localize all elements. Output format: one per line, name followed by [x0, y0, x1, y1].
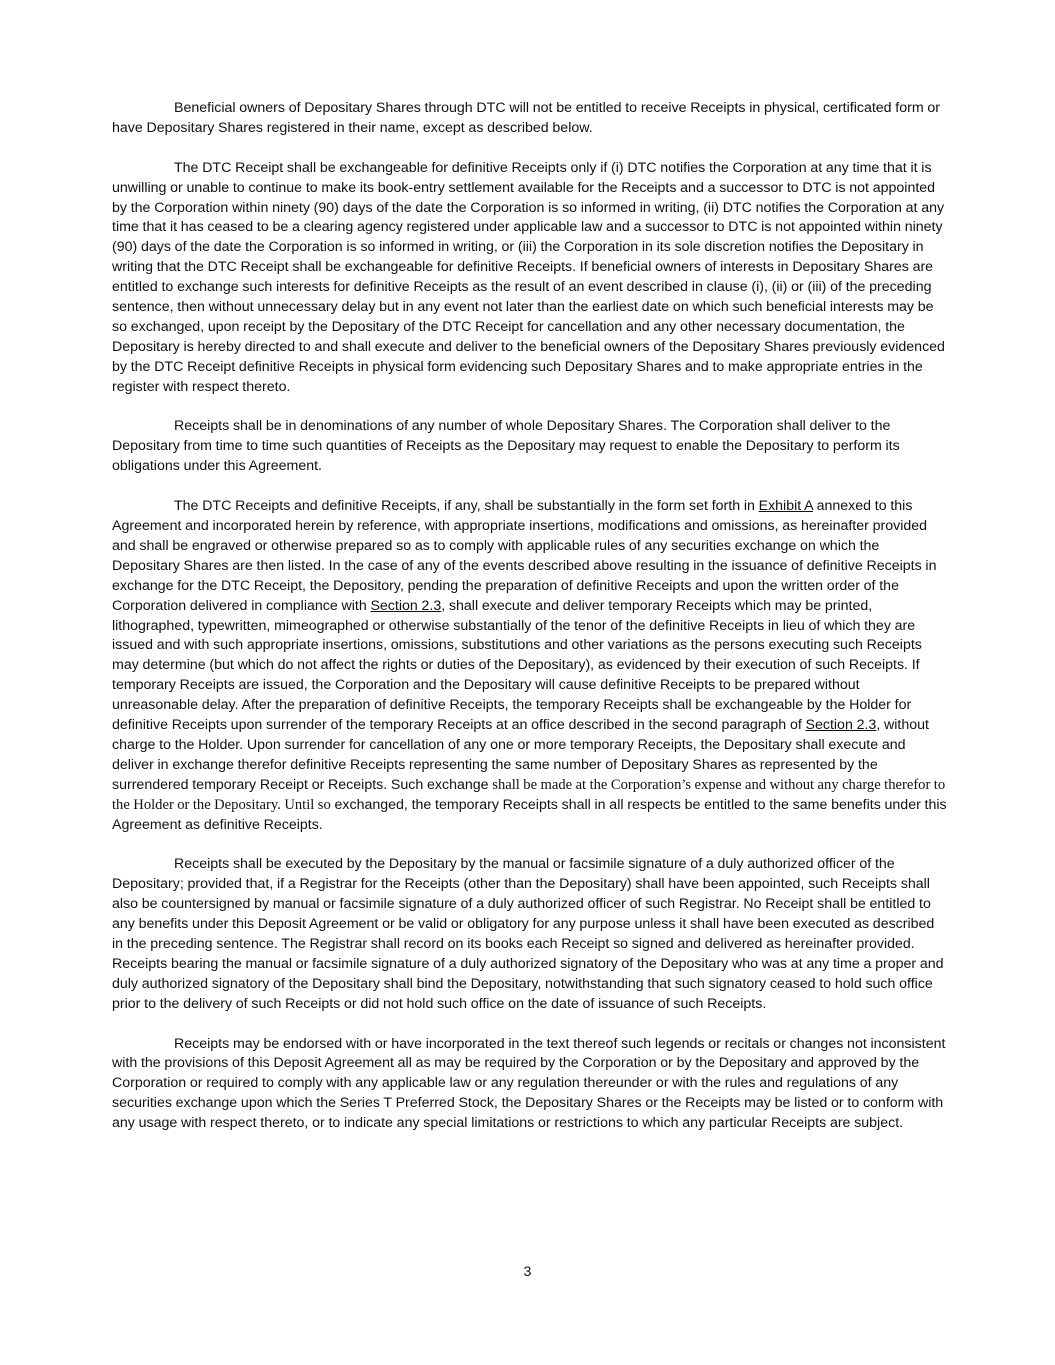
paragraph-dtc-receipt-exchange: The DTC Receipt shall be exchangeable for definitive Receipts only if (i) DTC notifies the Corporation at any time that it is unwilling or unable to continue to make its book-entry settlement available for the Receipts and a successor to DTC is not appointed by the Corporation within ninety (90) days of the date the Corporation is so informed in writing, (ii) DTC notifies the Corporation at any time that it has ceased to be a clearing agency registered under applicable law and a successor to DTC is not appointed within ninety (90) days of the date the Corporation is so informed in writing, or (iii) the Corporation in its sole discretion notifies the Depositary in writing that the DTC Receipt shall be exchangeable for definitive Receipts. If beneficial owners of interests in Depositary Shares are entitled to exchange such interests for definitive Receipts as the result of an event described in clause (i), (ii) or (iii) of the preceding sentence, then without unnecessary delay but in any event not later than the earliest date on which such beneficial interests may be so exchanged, upon receipt by the Depositary of the DTC Receipt for cancellation and any other necessary documentation, the Depositary is hereby directed to and shall execute and deliver to the beneficial owners of the Depositary Shares previously evidenced by the DTC Receipt definitive Receipts in physical form evidencing such Depositary Shares and to make appropriate entries in the register with respect thereto.	[112, 159, 945, 395]
section-2-3-reference: Section 2.3	[805, 717, 877, 734]
exhibit-a-reference: Exhibit A	[758, 498, 813, 515]
section-2-3-reference: Section 2.3	[370, 597, 442, 614]
paragraph-text: , without charge to the Holder. Upon surrender for cancellation of any one or more temporary Receipts, the Depositary shall execute and deliver in exchange therefor definitive Receipts representing the same number of Depositary Shares as represented by the surrendered temporary Receipt or Receipts. Such exchange	[112, 717, 929, 793]
paragraph-text: , shall execute and deliver temporary Receipts which may be printed, lithographed, typewritten, mimeographed or otherwise substantially of the tenor of the definitive Receipts in lieu of which they are issued and with such appropriate insertions, omissions, substitutions and other variations as the persons executing such Receipts may determine (but which do not affect the rights or duties of the Depositary), as evidenced by their execution of such Receipts. If temporary Receipts are issued, the Corporation and the Depositary will cause definitive Receipts to be prepared without unreasonable delay. After the preparation of definitive Receipts, the temporary Receipts shall be exchangeable by the Holder for definitive Receipts upon surrender of the temporary Receipts at an office described in the second paragraph of	[112, 597, 922, 734]
paragraph-text-serif: shall be made at the Corporation’s expense and without any charge therefor to the Holder or the Depositary. Until so	[112, 776, 946, 813]
paragraph-endorsements: Receipts may be endorsed with or have incorporated in the text thereof such legends or recitals or changes not inconsistent with the provisions of this Deposit Agreement all as may be required by the Corporation or by the Depositary and approved by the Corporation or required to comply with any applicable law or any regulation thereunder or with the rules and regulations of any securities exchange upon which the Series T Preferred Stock, the Depositary Shares or the Receipts may be listed or to conform with any usage with respect thereto, or to indicate any special limitations or restrictions to which any particular Receipts are subject.	[112, 1035, 946, 1132]
paragraph-text: exchanged, the temporary Receipts shall in all respects be entitled to the same benefits under this Agreement as definitive Receipts.	[112, 796, 947, 833]
paragraph-receipt-form	[112, 497, 948, 835]
paragraph-denominations: Receipts shall be in denominations of any number of whole Depositary Shares. The Corporation shall deliver to the Depositary from time to time such quantities of Receipts as the Depositary may request to enable the Depositary to perform its obligations under this Agreement.	[112, 418, 900, 475]
paragraph-text: The DTC Receipts and definitive Receipts, if any, shall be substantially in the form set forth in	[174, 498, 759, 515]
paragraph-beneficial-owners: Beneficial owners of Depositary Shares through DTC will not be entitled to receive Receipts in physical, certificated form or have Depositary Shares registered in their name, except as described below.	[112, 100, 941, 136]
page-number: 3	[523, 1264, 532, 1280]
paragraph-text: annexed to this Agreement and incorporated herein by reference, with appropriate insertions, modifications and omissions, as hereinafter provided and shall be engraved or otherwise prepared so as to comply with applicable rules of any securities exchange on which the Depositary Shares are then listed. In the case of any of the events described above resulting in the issuance of definitive Receipts in exchange for the DTC Receipt, the Depository, pending the preparation of definitive Receipts and upon the written order of the Corporation delivered in compliance with	[112, 498, 937, 614]
paragraph-execution: Receipts shall be executed by the Depositary by the manual or facsimile signature of a duly authorized officer of the Depositary; provided that, if a Registrar for the Receipts (other than the Depositary) shall have been appointed, such Receipts shall also be countersigned by manual or facsimile signature of a duly authorized officer of such Registrar. No Receipt shall be entitled to any benefits under this Deposit Agreement or be valid or obligatory for any purpose unless it shall have been executed as described in the preceding sentence. The Registrar shall record on its books each Receipt so signed and delivered as hereinafter provided. Receipts bearing the manual or facsimile signature of a duly authorized signatory of the Depositary who was at any time a proper and duly authorized signatory of the Depositary shall bind the Depositary, notwithstanding that such signatory ceased to hold such office prior to the delivery of such Receipts or did not hold such office on the date of issuance of such Receipts.	[112, 856, 944, 1012]
document-page	[112, 99, 948, 1154]
